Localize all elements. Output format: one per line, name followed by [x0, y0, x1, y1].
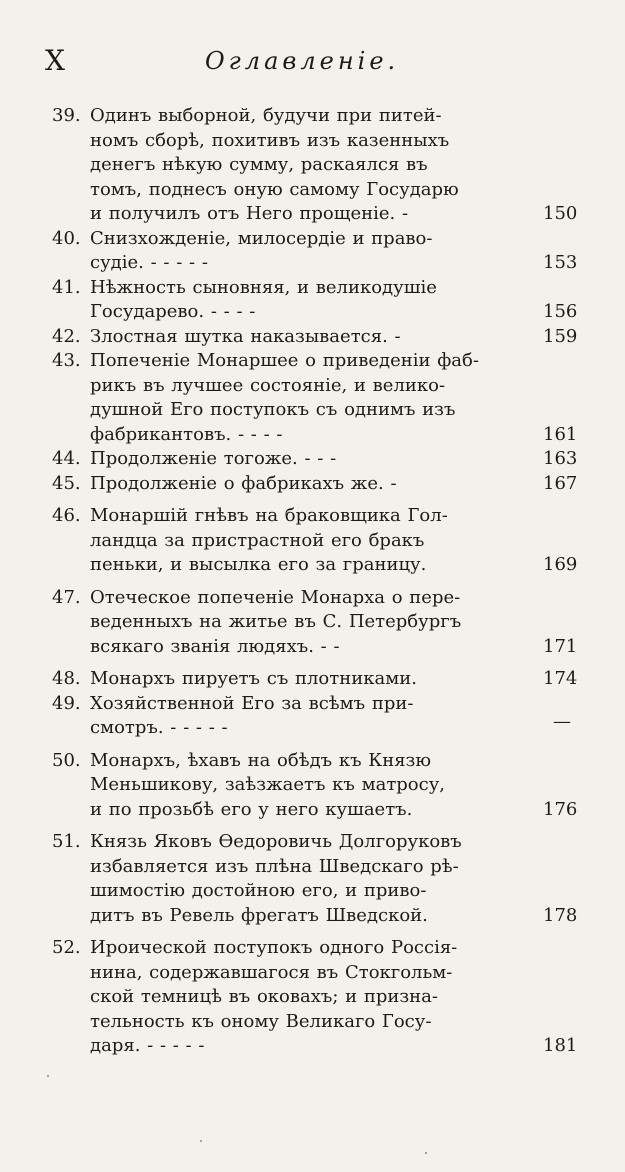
entry-page-number: 169 [543, 554, 578, 575]
entry-text [90, 749, 526, 823]
entry-line: тельность къ оному Великаго Госу- [90, 1010, 432, 1032]
entry-page-number: — [553, 711, 571, 732]
toc-entry [0, 447, 625, 472]
entry-line: Монархъ, ѣхавъ на обѣдъ къ Князю [90, 749, 432, 771]
entry-line: и по прозьбѣ его у него кушаетъ. [90, 798, 413, 820]
entry-page-number: 171 [543, 635, 578, 657]
entry-text [90, 586, 526, 660]
entry-number: 52. [52, 937, 81, 958]
entry-page-number: 156 [543, 301, 578, 322]
entry-number: 42. [52, 325, 81, 347]
entry-page-number: 181 [543, 1035, 578, 1056]
toc-entry [0, 830, 625, 928]
toc-entry [0, 936, 625, 1059]
entry-page-number: 174 [543, 668, 578, 689]
entry-text [90, 349, 526, 447]
toc-entry [0, 104, 625, 227]
entry-line: Монаршій гнѣвъ на браковщика Гол- [90, 505, 448, 526]
entry-line: Монархъ пируетъ съ плотниками. [90, 668, 417, 689]
paper-speck [200, 1140, 202, 1142]
entry-page-number: 161 [543, 423, 578, 445]
entry-number: 49. [52, 692, 81, 714]
toc-entry [0, 325, 625, 350]
entry-page-number: 159 [543, 325, 578, 347]
entry-line: фабрикантовъ. - - - - [90, 423, 283, 445]
entry-text [90, 325, 526, 350]
entry-number: 44. [52, 448, 81, 469]
toc-entry [0, 349, 625, 447]
entry-line: пеньки, и высылка его за границу. [90, 554, 427, 575]
entry-page-number: 153 [543, 252, 578, 273]
entry-line: Злостная шутка наказывается. - [90, 325, 401, 347]
toc-entry [0, 472, 625, 497]
entry-text [90, 936, 526, 1059]
entry-line: томъ, поднесъ оную самому Государю [90, 178, 459, 200]
entry-text [90, 504, 526, 578]
entry-line: Меньшикову, заѣзжаетъ къ матросу, [90, 774, 446, 795]
paper-speck [47, 1075, 49, 1077]
entry-text [90, 447, 526, 472]
entry-line: рикъ въ лучшее состояніе, и велико- [90, 374, 446, 396]
entry-number: 47. [52, 586, 81, 608]
entry-line: веденныхъ на житье въ С. Петербургъ [90, 611, 462, 632]
entry-line: номъ сборѣ, похитивъ изъ казенныхъ [90, 129, 450, 151]
entry-page-number: 163 [543, 448, 578, 469]
entry-line: Государево. - - - - [90, 301, 256, 322]
entry-line: смотръ. - - - - - [90, 717, 228, 738]
entry-line: ской темницѣ въ оковахъ; и призна- [90, 986, 438, 1007]
toc-entry [0, 667, 625, 692]
page-header [0, 46, 625, 80]
entry-line: Продолженіе тогоже. - - - [90, 448, 337, 469]
entry-line: ландца за пристрастной его бракъ [90, 529, 425, 551]
entry-line: дитъ въ Ревель фрегатъ Шведской. [90, 904, 428, 926]
entry-page-number: 176 [543, 798, 578, 820]
entry-line: даря. - - - - - [90, 1035, 205, 1056]
entry-line: нина, содержавшагося въ Стокгольм- [90, 961, 453, 983]
entry-number: 50. [52, 749, 81, 771]
entry-number: 40. [52, 227, 81, 249]
entry-text [90, 830, 526, 928]
entry-line: Продолженіе о фабрикахъ же. - [90, 472, 397, 494]
entry-page-number: 167 [543, 472, 578, 494]
entry-line: избавляется изъ плѣна Шведскаго рѣ- [90, 855, 459, 877]
entry-number: 43. [52, 350, 81, 371]
entry-line: шимостію достойною его, и приво- [90, 880, 427, 901]
entry-line: денегъ нѣкую сумму, раскаялся въ [90, 154, 428, 175]
entry-line: Ироической поступокъ одного Россія- [90, 937, 458, 958]
entry-line: душной Его поступокъ съ однимъ изъ [90, 399, 456, 420]
toc-entry [0, 276, 625, 325]
entry-line: Князь Яковъ Өедоровичь Долгоруковъ [90, 831, 462, 852]
entry-line: судіе. - - - - - [90, 252, 208, 273]
entry-line: Снизхожденіе, милосердіе и право- [90, 227, 433, 249]
toc-entry [0, 504, 625, 578]
entry-number: 39. [52, 105, 81, 126]
toc-entry [0, 749, 625, 823]
page-number: X [45, 44, 66, 77]
entry-line: Нѣжность сыновняя, и великодушіе [90, 276, 437, 298]
entry-line: Попеченіе Монаршее о приведеніи фаб- [90, 350, 479, 371]
entry-number: 46. [52, 505, 81, 526]
page-title: Оглавленіе. [205, 47, 400, 75]
entry-text [90, 667, 526, 692]
toc-entry [0, 227, 625, 276]
entry-page-number: 178 [543, 904, 578, 926]
table-of-contents [0, 104, 625, 1059]
entry-number: 45. [52, 472, 81, 494]
paper-speck [425, 1152, 427, 1154]
entry-line: Одинъ выборной, будучи при питей- [90, 105, 442, 126]
entry-line: Хозяйственной Его за всѣмъ при- [90, 692, 414, 714]
entry-page-number: 150 [543, 203, 578, 224]
toc-entry [0, 586, 625, 660]
entry-number: 48. [52, 668, 81, 689]
entry-line: всякаго званія людяхъ. - - [90, 635, 340, 657]
entry-number: 51. [52, 831, 81, 852]
entry-line: и получилъ отъ Него прощеніе. - [90, 203, 409, 224]
entry-text [90, 472, 526, 497]
toc-entry [0, 692, 625, 741]
entry-line: Отеческое попеченіе Монарха о пере- [90, 586, 461, 608]
entry-text [90, 227, 526, 276]
entry-text [90, 692, 526, 741]
entry-text [90, 276, 526, 325]
entry-text [90, 104, 526, 227]
entry-number: 41. [52, 276, 81, 298]
